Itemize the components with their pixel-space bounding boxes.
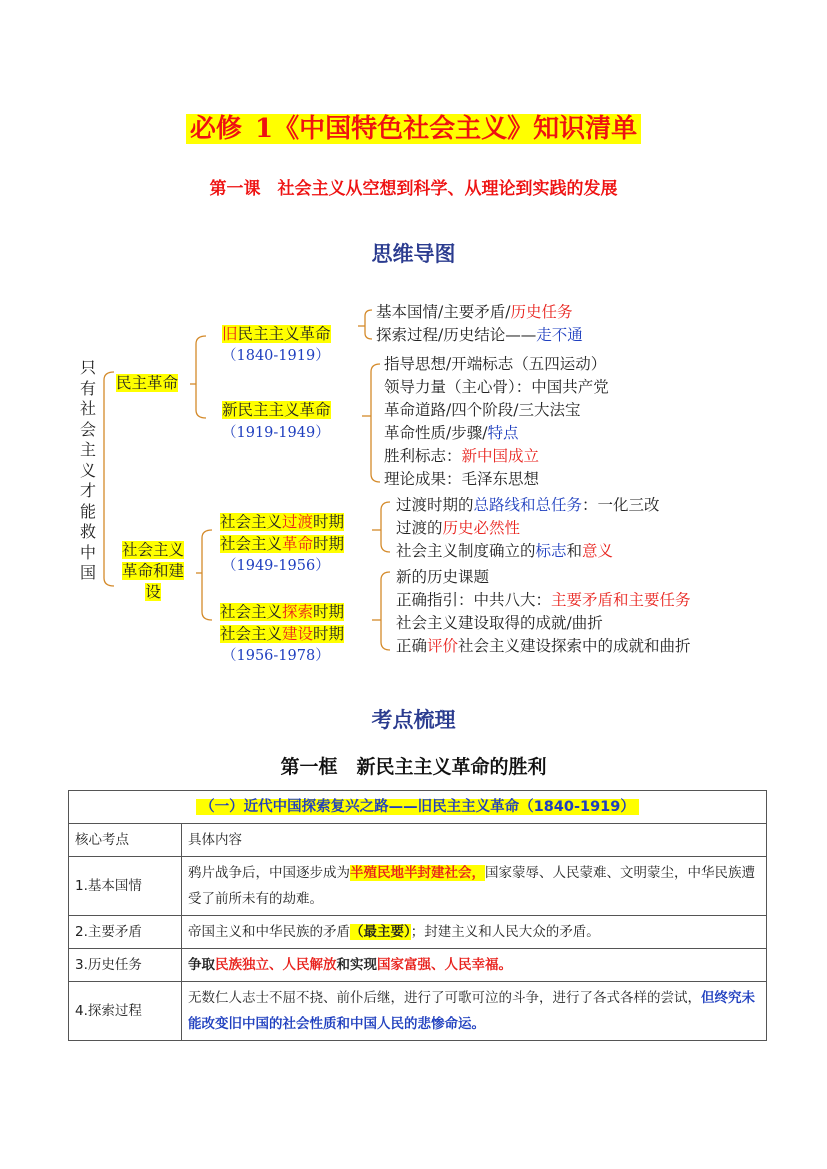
s2-items-brace bbox=[381, 572, 390, 650]
node-old-years: （1840-1919） bbox=[222, 348, 330, 364]
socialist-brace bbox=[202, 530, 212, 620]
new-item-5: 胜利标志：新中国成立 bbox=[384, 447, 540, 465]
row-key: 2.主要矛盾 bbox=[69, 916, 182, 949]
header-content: 具体内容 bbox=[182, 824, 767, 857]
node-transition-period: 社会主义过渡时期 社会主义革命时期 bbox=[220, 513, 345, 553]
root-brace bbox=[104, 372, 114, 586]
row-content: 争取民族独立、人民解放和实现国家富强、人民幸福。 bbox=[182, 949, 767, 982]
row-content: 无数仁人志士不屈不挠、前仆后继，进行了可歌可泣的斗争，进行了各式各样的尝试，但终究未能改变旧中国的社会性质和中国人民的悲惨命运。 bbox=[182, 982, 767, 1041]
table-row bbox=[69, 916, 767, 949]
header-key: 核心考点 bbox=[69, 824, 182, 857]
democratic-brace bbox=[196, 336, 206, 418]
socialist-line-2: 革命和建 bbox=[122, 562, 185, 580]
frame-title: 第一框 新民主主义革命的胜利 bbox=[280, 756, 547, 778]
knowledge-table bbox=[68, 790, 767, 1041]
row-key: 1.基本国情 bbox=[69, 857, 182, 916]
row-key: 4.探索过程 bbox=[69, 982, 182, 1041]
node-old-democratic: 旧民主主义革命 bbox=[222, 325, 331, 343]
new-items-brace bbox=[371, 364, 380, 482]
node-democratic-revolution: 民主革命 bbox=[116, 374, 179, 392]
table-caption: （一）近代中国探索复兴之路——旧民主主义革命（1840-1919） bbox=[69, 791, 767, 824]
table-caption-row bbox=[69, 791, 767, 824]
title-main: 1《中国特色社会主义》知识清单 bbox=[254, 114, 638, 144]
row-content: 鸦片战争后，中国逐步成为半殖民地半封建社会，国家蒙辱、人民蒙难、文明蒙尘，中华民族遭受了前所未有的劫难。 bbox=[182, 857, 767, 916]
new-item-6: 理论成果：毛泽东思想 bbox=[384, 470, 540, 488]
node-new-democratic: 新民主主义革命 bbox=[222, 401, 331, 419]
transition-item-3: 社会主义制度确立的标志和意义 bbox=[396, 542, 614, 560]
exploration-item-3: 社会主义建设取得的成就/曲折 bbox=[396, 614, 603, 632]
socialist-line-3: 设 bbox=[145, 583, 161, 601]
mindmap-root: 只有社会主义才能救中国 bbox=[79, 358, 96, 582]
new-item-3: 革命道路/四个阶段/三大法宝 bbox=[384, 401, 581, 419]
old-item-2: 探索过程/历史结论——走不通 bbox=[376, 326, 583, 344]
row-content: 帝国主义和中华民族的矛盾（最主要）；封建主义和人民大众的矛盾。 bbox=[182, 916, 767, 949]
node-new-years: （1919-1949） bbox=[222, 425, 330, 441]
exploration-item-4: 正确评价社会主义建设探索中的成就和曲折 bbox=[396, 637, 691, 655]
transition-item-1: 过渡时期的总路线和总任务：一化三改 bbox=[396, 496, 660, 514]
node-exploration-years: （1956-1978） bbox=[222, 648, 330, 664]
old-items-brace bbox=[365, 310, 372, 339]
s1-items-brace bbox=[381, 502, 390, 552]
new-item-2: 领导力量（主心骨）：中国共产党 bbox=[384, 378, 609, 396]
lesson-title: 第一课 社会主义从空想到科学、从理论到实践的发展 bbox=[209, 179, 618, 199]
review-heading: 考点梳理 bbox=[371, 707, 456, 732]
transition-item-2: 过渡的历史必然性 bbox=[396, 519, 521, 537]
table-row bbox=[69, 982, 767, 1041]
new-item-4: 革命性质/步骤/特点 bbox=[384, 424, 519, 442]
table-row bbox=[69, 949, 767, 982]
node-exploration-period: 社会主义探索时期 社会主义建设时期 bbox=[220, 603, 345, 643]
title-prefix: 必修 bbox=[189, 114, 242, 144]
exploration-item-2: 正确指引：中共八大：主要矛盾和主要任务 bbox=[396, 591, 691, 609]
table-row bbox=[69, 857, 767, 916]
row-key: 3.历史任务 bbox=[69, 949, 182, 982]
table-header-row bbox=[69, 824, 767, 857]
socialist-line-1: 社会主义 bbox=[122, 541, 185, 559]
old-item-1: 基本国情/主要矛盾/历史任务 bbox=[376, 303, 573, 321]
node-transition-years: （1949-1956） bbox=[222, 558, 330, 574]
exploration-item-1: 新的历史课题 bbox=[396, 568, 490, 586]
new-item-1: 指导思想/开端标志（五四运动） bbox=[384, 355, 607, 373]
mindmap-heading: 思维导图 bbox=[371, 241, 456, 266]
node-socialist-revolution bbox=[122, 540, 184, 603]
